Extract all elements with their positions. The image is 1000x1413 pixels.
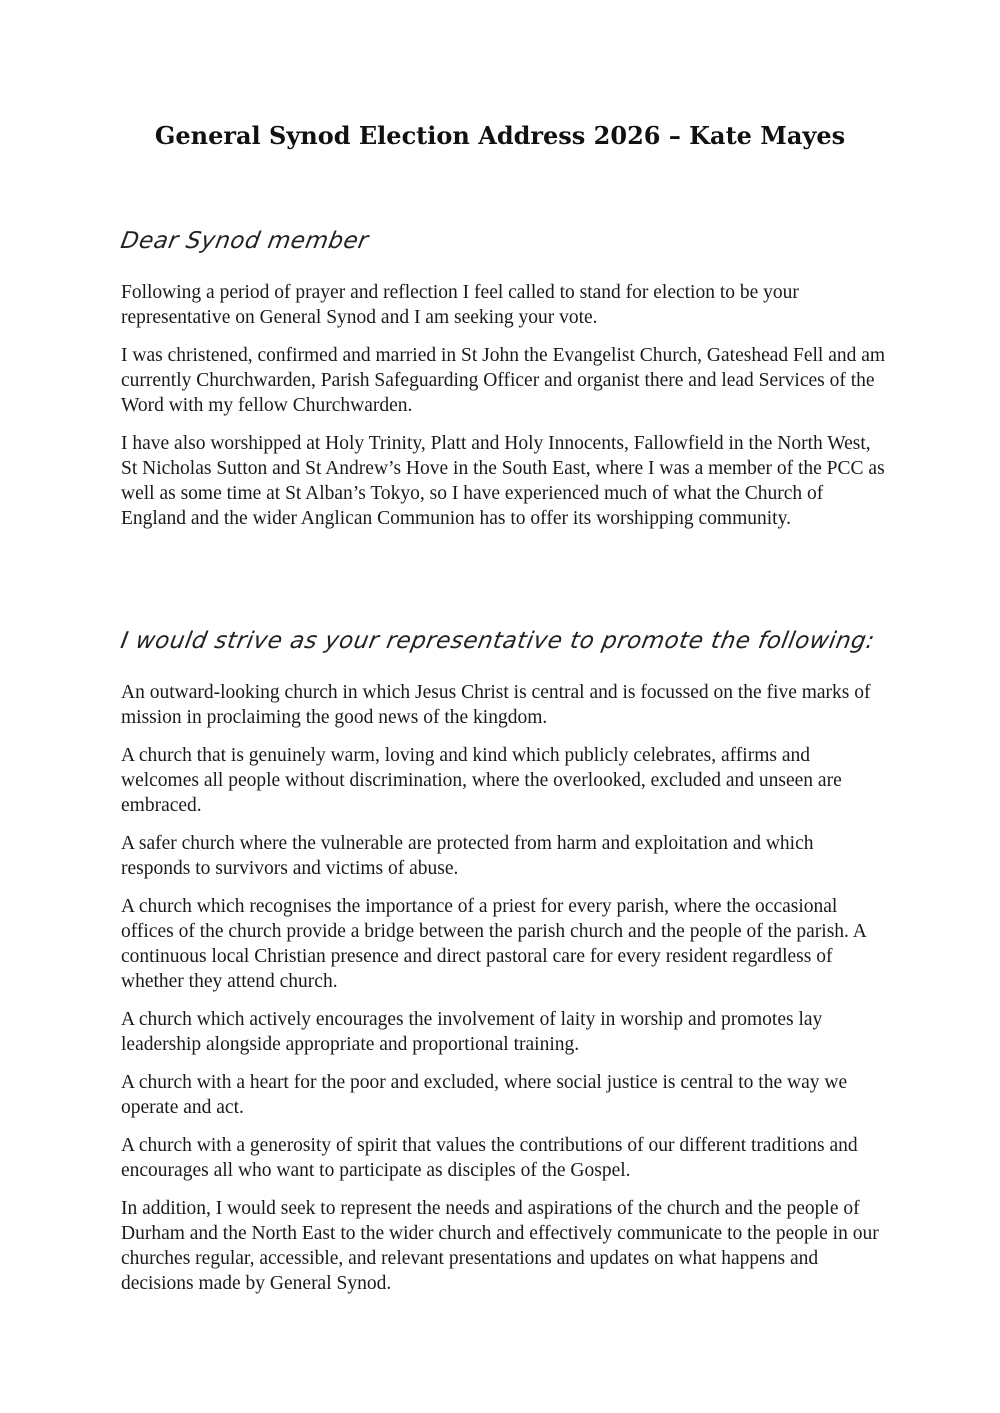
point-paragraph: A church with a generosity of spirit that values the contributions of our different traditions and encourages all who want to participate as disciples of the Gospel. — [121, 1135, 858, 1181]
point-paragraph: In addition, I would seek to represent the needs and aspirations of the church and the people of Durham and the North East to the wider church and effectively communicate to the people in our churches regular, accessible, and relevant presentations and updates on what happens and decisions made by General Synod. — [121, 1198, 879, 1294]
intro-paragraph: I have also worshipped at Holy Trinity, Platt and Holy Innocents, Fallowfield in the North West, St Nicholas Sutton and St Andrew’s Hove in the South East, where I was a member of the PCC as well as some time at St Alban’s Tokyo, so I have experienced much of what the Church of England and the wider Anglican Communion has to offer its worshipping community. — [121, 433, 885, 529]
point-paragraph: A church which actively encourages the involvement of laity in worship and promotes lay leadership alongside appropriate and proportional training. — [121, 1009, 823, 1055]
point-paragraph: A church which recognises the importance of a priest for every parish, where the occasional offices of the church provide a bridge between the parish church and the people of the parish. A continuous local Christian presence and direct pastoral care for every resident regardless of whether they attend church. — [121, 896, 866, 992]
point-paragraph: A church with a heart for the poor and excluded, where social justice is central to the way we operate and act. — [121, 1072, 848, 1118]
point-paragraph: A church that is genuinely warm, loving and kind which publicly celebrates, affirms and welcomes all people without discrimination, where the overlooked, excluded and unseen are embraced. — [121, 745, 842, 816]
page-title: General Synod Election Address 2026 – Kate Mayes — [154, 121, 846, 150]
section-subheading: I would strive as your representative to promote the following: — [118, 628, 877, 654]
greeting: Dear Synod member — [118, 228, 371, 254]
intro-paragraph: I was christened, confirmed and married in St John the Evangelist Church, Gateshead Fell and am currently Churchwarden, Parish Safeguarding Officer and organist there and lead Services of the Word with my fellow Churchwarden. — [121, 345, 886, 416]
point-paragraph: A safer church where the vulnerable are protected from harm and exploitation and which responds to survivors and victims of abuse. — [121, 833, 814, 879]
points-section — [121, 680, 886, 1309]
point-paragraph: An outward-looking church in which Jesus Christ is central and is focussed on the five marks of mission in proclaiming the good news of the kingdom. — [121, 682, 871, 728]
intro-paragraph: Following a period of prayer and reflection I feel called to stand for election to be your representative on General Synod and I am seeking your vote. — [121, 282, 799, 328]
intro-section — [121, 280, 886, 544]
